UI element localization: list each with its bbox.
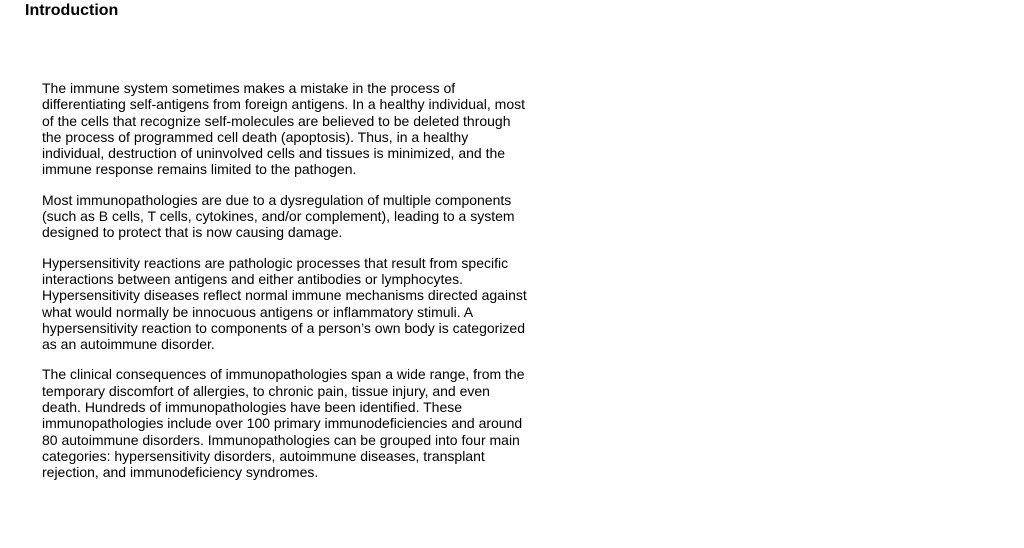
paragraph-1: The immune system sometimes makes a mistake in the process of differentiating self-antigens from foreign antigens. In a healthy individual, most of the cells that recognize self-molecules are believed to be deleted through the process of programmed cell death (apoptosis). Thus, in a healthy individual, destruction of uninvolved cells and tissues is minimized, and the immune response remains limited to the pathogen. (42, 80, 526, 178)
paragraph-2: Most immunopathologies are due to a dysregulation of multiple components (such as B cells, T cells, cytokines, and/or complement), leading to a system designed to protect that is now causing damage. (42, 191, 515, 241)
paragraph-4: The clinical consequences of immunopathologies span a wide range, from the temporary discomfort of allergies, to chronic pain, tissue injury, and even death. Hundreds of immunopathologies have been identified. These immunopathologies include over 100 primary immunodeficiencies and around 80 autoimmune disorders. Immunopathologies can be grouped into four main categories: hypersensitivity disorders, autoimmune diseases, transplant rejection, and immunodeficiency syndromes. (42, 366, 525, 481)
page-title: Introduction (25, 2, 119, 19)
paragraph-3: Hypersensitivity reactions are pathologic processes that result from specific interactions between antigens and either antibodies or lymphocytes. Hypersensitivity diseases reflect normal immune mechanisms directed against what would normally be innocuous antigens or inflammatory stimuli. A hypersensitivity reaction to components of a person’s own body is categorized as an autoimmune disorder. (42, 254, 527, 353)
article-body (42, 80, 530, 495)
